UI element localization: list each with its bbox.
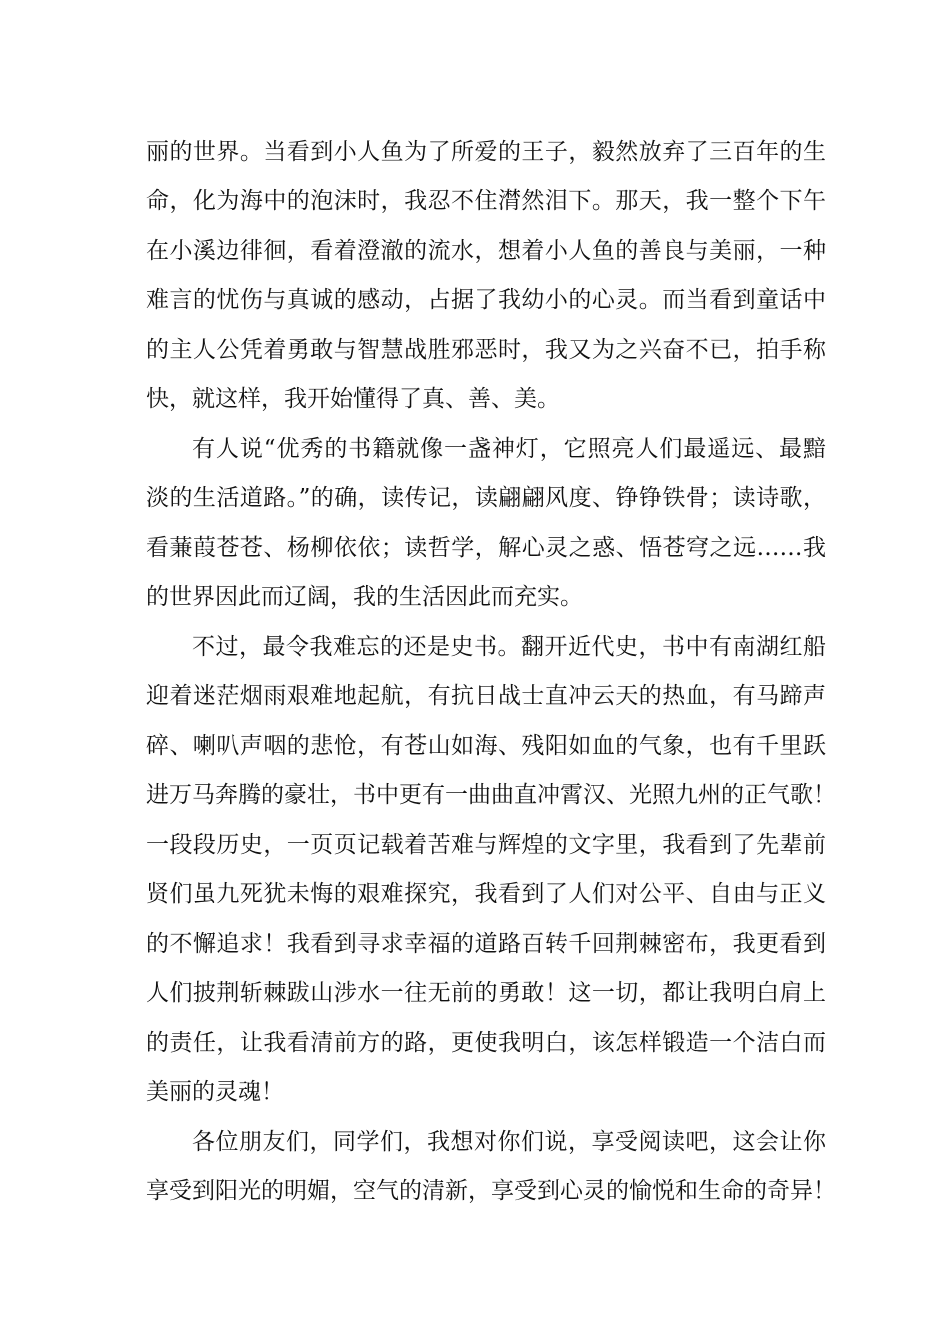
text-line: 迎着迷茫烟雨艰难地起航，有抗日战士直冲云天的热血，有马蹄声 bbox=[146, 683, 826, 709]
text-line: 的主人公凭着勇敢与智慧战胜邪恶时，我又为之兴奋不已，拍手称 bbox=[146, 337, 826, 363]
text-line: 人们披荆斩棘跋山涉水一往无前的勇敢！这一切，都让我明白肩上 bbox=[146, 980, 826, 1006]
paragraph-first-line: 不过，最令我难忘的还是史书。翻开近代史，书中有南湖红船 bbox=[192, 634, 826, 660]
text-line: 美丽的灵魂！ bbox=[146, 1079, 284, 1105]
text-line: 快，就这样，我开始懂得了真、善、美。 bbox=[146, 386, 560, 412]
text-line: 享受到阳光的明媚，空气的清新，享受到心灵的愉悦和生命的奇异！ bbox=[146, 1178, 836, 1204]
text-line: 丽的世界。当看到小人鱼为了所爱的王子，毅然放弃了三百年的生 bbox=[146, 139, 826, 165]
text-line: 在小溪边徘徊，看着澄澈的流水，想着小人鱼的善良与美丽，一种 bbox=[146, 238, 826, 264]
text-line: 一段段历史，一页页记载着苦难与辉煌的文字里，我看到了先辈前 bbox=[146, 832, 826, 858]
text-line: 难言的忧伤与真诚的感动，占据了我幼小的心灵。而当看到童话中 bbox=[146, 287, 826, 313]
paragraph-first-line: 各位朋友们，同学们，我想对你们说，享受阅读吧，这会让你 bbox=[192, 1129, 826, 1155]
text-line: 看蒹葭苍苍、杨柳依依；读哲学，解心灵之惑、悟苍穹之远……我 bbox=[146, 535, 826, 561]
text-line: 贤们虽九死犹未悔的艰难探究，我看到了人们对公平、自由与正义 bbox=[146, 881, 826, 907]
text-line: 进万马奔腾的豪壮，书中更有一曲曲直冲霄汉、光照九州的正气歌！ bbox=[146, 782, 836, 808]
text-line: 命，化为海中的泡沫时，我忍不住潸然泪下。那天，我一整个下午 bbox=[146, 188, 826, 214]
text-line: 碎、喇叭声咽的悲怆，有苍山如海、残阳如血的气象，也有千里跃 bbox=[146, 733, 826, 759]
text-line: 淡的生活道路。”的确，读传记，读翩翩风度、铮铮铁骨；读诗歌， bbox=[146, 485, 826, 511]
text-line: 的世界因此而辽阔，我的生活因此而充实。 bbox=[146, 584, 583, 610]
paragraph-first-line: 有人说“优秀的书籍就像一盏神灯，它照亮人们最遥远、最黯 bbox=[192, 436, 826, 462]
text-line: 的不懈追求！我看到寻求幸福的道路百转千回荆棘密布，我更看到 bbox=[146, 931, 826, 957]
text-line: 的责任，让我看清前方的路，更使我明白，该怎样锻造一个洁白而 bbox=[146, 1030, 826, 1056]
